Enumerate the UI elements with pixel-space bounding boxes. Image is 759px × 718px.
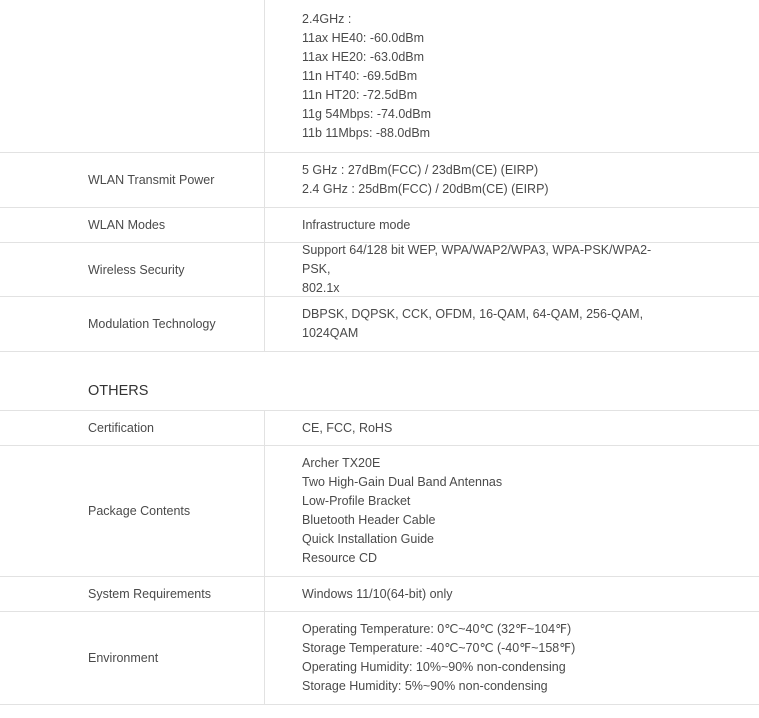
spec-label (0, 0, 265, 152)
spec-row-package-contents (0, 446, 759, 577)
spec-value-line: Operating Humidity: 10%~90% non-condensing (302, 660, 566, 674)
spec-value-line: Infrastructure mode (302, 217, 411, 232)
spec-value-line: Archer TX20E (302, 456, 381, 470)
spec-row-wlan-modes (0, 208, 759, 243)
spec-value-line: DBPSK, DQPSK, CCK, OFDM, 16-QAM, 64-QAM, 256-QAM, (302, 307, 644, 321)
spec-row-system-requirements (0, 577, 759, 612)
spec-value (265, 297, 759, 351)
spec-value (265, 411, 759, 445)
spec-value-line: 5 GHz : 27dBm(FCC) / 23dBm(CE) (EIRP) (302, 163, 539, 177)
spec-value (265, 208, 759, 242)
spec-value-line: 11g 54Mbps: -74.0dBm (302, 107, 432, 121)
spec-label: Certification (0, 411, 265, 445)
spec-value-line: 2.4 GHz : 25dBm(FCC) / 20dBm(CE) (EIRP) (302, 182, 549, 196)
spec-value-line: 11n HT40: -69.5dBm (302, 69, 418, 83)
spec-value-line: Two High-Gain Dual Band Antennas (302, 475, 503, 489)
spec-value-line: Resource CD (302, 551, 378, 565)
spec-value-line: Windows 11/10(64-bit) only (302, 586, 453, 601)
spec-value-line: Quick Installation Guide (302, 532, 435, 546)
spec-value (265, 0, 759, 152)
spec-value-line: Support 64/128 bit WEP, WPA/WAP2/WPA3, WPA-PSK/WPA2-PSK, (302, 243, 652, 276)
spec-value-line: Bluetooth Header Cable (302, 513, 436, 527)
spec-label: WLAN Transmit Power (0, 153, 265, 207)
spec-value-line: Storage Temperature: -40℃~70℃ (-40℉~158℉) (302, 641, 576, 655)
spec-value (265, 153, 759, 207)
spec-label: WLAN Modes (0, 208, 265, 242)
spec-value-line: Low-Profile Bracket (302, 494, 411, 508)
spec-value (265, 243, 759, 296)
spec-value-line: 11n HT20: -72.5dBm (302, 88, 418, 102)
spec-label: Environment (0, 612, 265, 704)
spec-value-line: Storage Humidity: 5%~90% non-condensing (302, 679, 548, 693)
spec-value-line: 2.4GHz : (302, 12, 352, 26)
spec-value (265, 577, 759, 611)
spec-row-wireless-security (0, 243, 759, 297)
spec-row-environment (0, 612, 759, 705)
spec-label: Wireless Security (0, 243, 265, 296)
spec-row-receive-sensitivity (0, 0, 759, 153)
spec-value-line: Operating Temperature: 0℃~40℃ (32℉~104℉) (302, 622, 572, 636)
spec-row-wlan-transmit-power (0, 153, 759, 208)
spec-row-modulation-technology (0, 297, 759, 352)
spec-value-line: 11b 11Mbps: -88.0dBm (302, 126, 431, 140)
spec-row-certification (0, 411, 759, 446)
spec-value-line: 11ax HE20: -63.0dBm (302, 50, 425, 64)
section-title-others: OTHERS (0, 352, 759, 411)
spec-value-line: 802.1x (302, 281, 340, 295)
spec-value (265, 446, 759, 576)
spec-value (265, 612, 759, 704)
spec-value-line: CE, FCC, RoHS (302, 420, 393, 435)
spec-label: Modulation Technology (0, 297, 265, 351)
spec-value-line: 1024QAM (302, 326, 359, 340)
spec-value-line: 11ax HE40: -60.0dBm (302, 31, 425, 45)
spec-label: Package Contents (0, 446, 265, 576)
spec-label: System Requirements (0, 577, 265, 611)
